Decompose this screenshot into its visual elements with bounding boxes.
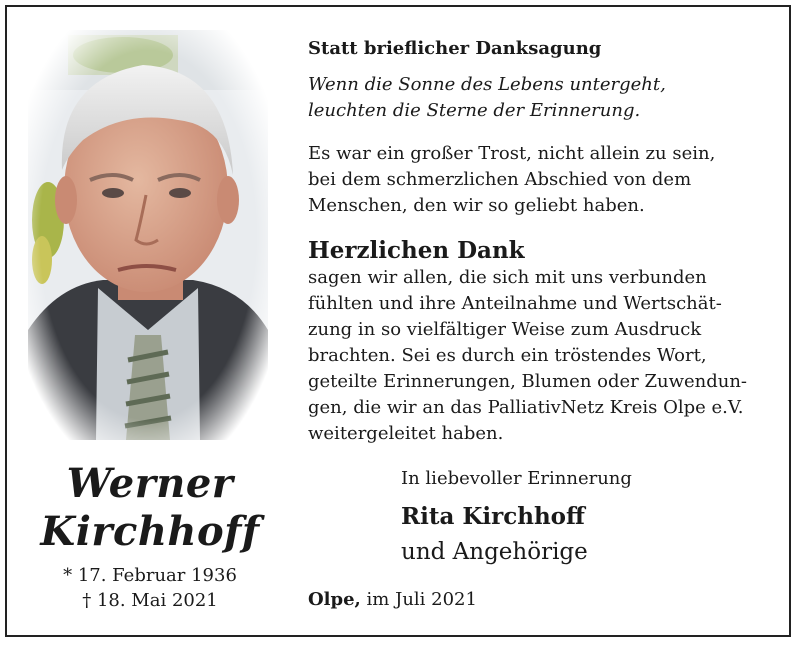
intro-line-3: Menschen, den wir so geliebt haben.: [308, 195, 645, 216]
place-name: Olpe,: [308, 589, 361, 610]
death-date: † 18. Mai 2021: [82, 590, 218, 611]
relatives-line: und Angehörige: [401, 539, 588, 565]
thanks-line-2: fühlten und ihre Anteilnahme und Wertschät-: [308, 293, 722, 314]
deceased-last-name: Kirchhoff: [40, 508, 260, 555]
birth-date: * 17. Februar 1936: [63, 565, 237, 586]
signer-name: Rita Kirchhoff: [401, 503, 585, 530]
thanks-line-1: sagen wir allen, die sich mit uns verbunden: [308, 267, 707, 288]
thanks-line-6: gen, die wir an das PalliativNetz Kreis Olpe e.V.: [308, 397, 744, 418]
notice-header: Statt brieflicher Danksagung: [308, 38, 602, 59]
quote-line-1: Wenn die Sonne des Lebens untergeht,: [308, 74, 666, 95]
remembrance-line: In liebevoller Erinnerung: [401, 468, 632, 489]
thanks-line-7: weitergeleitet haben.: [308, 423, 504, 444]
notice-date: im Juli 2021: [360, 589, 477, 610]
portrait-photo: [28, 30, 268, 440]
deceased-first-name: Werner: [66, 460, 234, 507]
thanks-line-3: zung in so vielfältiger Weise zum Ausdruck: [308, 319, 702, 340]
intro-line-2: bei dem schmerzlichen Abschied von dem: [308, 169, 692, 190]
quote-line-2: leuchten die Sterne der Erinnerung.: [308, 100, 641, 121]
intro-line-1: Es war ein großer Trost, nicht allein zu sein,: [308, 143, 716, 164]
place-date-line: [308, 587, 477, 613]
thanks-line-5: geteilte Erinnerungen, Blumen oder Zuwendun-: [308, 371, 748, 392]
thanks-line-4: brachten. Sei es durch ein tröstendes Wort,: [308, 345, 707, 366]
thanks-heading: Herzlichen Dank: [308, 237, 525, 264]
